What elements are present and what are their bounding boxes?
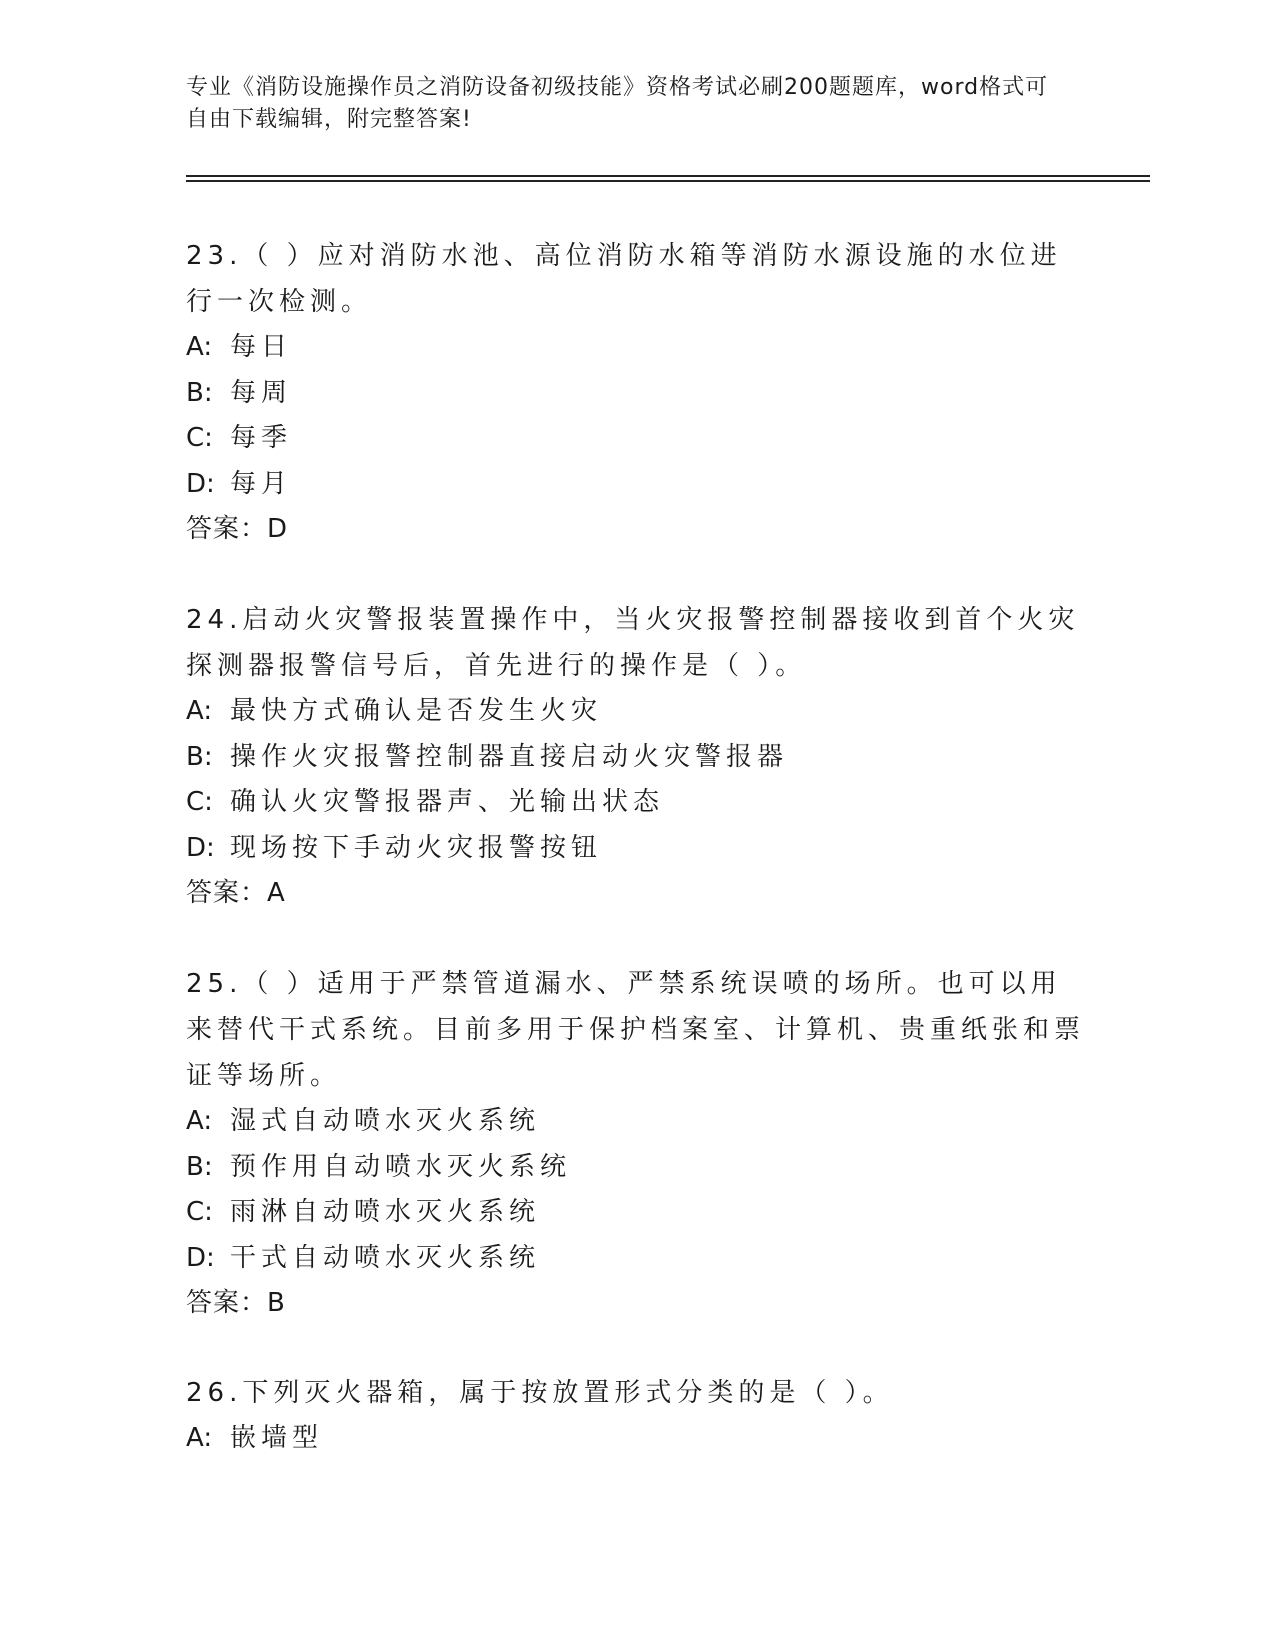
option-text: 嵌墙型 xyxy=(230,1423,324,1453)
option-text: 操作火灾报警控制器直接启动火灾警报器 xyxy=(230,741,789,772)
option-text: 确认火灾警报器声、光输出状态 xyxy=(230,787,665,817)
option-key: B: xyxy=(186,741,213,772)
option-text: 湿式自动喷水灭火系统 xyxy=(230,1106,541,1136)
option-key: D: xyxy=(186,468,215,499)
option-c xyxy=(186,1190,1086,1236)
question-stem: 23.（ ）应对消防水池、高位消防水箱等消防水源设施的水位进行一次检测。 xyxy=(186,241,1062,317)
option-text: 每周 xyxy=(230,377,293,408)
option-key: C: xyxy=(186,1197,213,1227)
option-c xyxy=(186,416,1086,462)
option-key: A: xyxy=(186,332,213,362)
answer-line: 答案：B xyxy=(186,1288,286,1318)
option-key: C: xyxy=(186,787,213,817)
option-key: A: xyxy=(186,1106,213,1136)
question-stem: 26.下列灭火器箱，属于按放置形式分类的是（ ）。 xyxy=(186,1378,894,1408)
option-key: B: xyxy=(186,377,213,408)
option-text: 干式自动喷水灭火系统 xyxy=(230,1242,541,1273)
option-text: 预作用自动喷水灭火系统 xyxy=(230,1151,572,1182)
option-d xyxy=(186,462,1086,508)
question-25 xyxy=(186,961,1086,1327)
document-header xyxy=(186,72,1066,136)
option-text: 最快方式确认是否发生火灾 xyxy=(230,696,603,726)
option-key: B: xyxy=(186,1151,213,1182)
question-24 xyxy=(186,597,1086,917)
question-26 xyxy=(186,1370,1086,1462)
option-b xyxy=(186,1145,1086,1191)
header-divider-bottom xyxy=(186,180,1150,182)
question-stem: 25.（ ）适用于严禁管道漏水、严禁系统误喷的场所。也可以用来替代干式系统。目前多用于保护档案室、计算机、贵重纸张和票证等场所。 xyxy=(186,969,1086,1091)
option-text: 每月 xyxy=(230,468,293,499)
header-divider-top xyxy=(186,175,1150,177)
option-c xyxy=(186,780,1086,826)
option-b xyxy=(186,735,1086,781)
option-text: 现场按下手动火灾报警按钮 xyxy=(230,832,603,863)
option-b xyxy=(186,371,1086,417)
option-text: 每季 xyxy=(230,423,293,453)
option-a xyxy=(186,325,1086,371)
option-a xyxy=(186,689,1086,735)
answer-line: 答案：A xyxy=(186,878,286,908)
option-d xyxy=(186,826,1086,872)
option-d xyxy=(186,1236,1086,1282)
option-a xyxy=(186,1416,1086,1462)
option-text: 雨淋自动喷水灭火系统 xyxy=(230,1197,541,1227)
option-key: D: xyxy=(186,1242,215,1273)
option-key: A: xyxy=(186,1423,213,1453)
option-text: 每日 xyxy=(230,332,293,362)
option-key: C: xyxy=(186,423,213,453)
question-23 xyxy=(186,233,1086,553)
answer-line: 答案：D xyxy=(186,514,289,544)
option-key: D: xyxy=(186,832,215,863)
question-stem: 24.启动火灾警报装置操作中，当火灾报警控制器接收到首个火灾探测器报警信号后，首先进行的操作是（ ）。 xyxy=(186,605,1080,681)
option-a xyxy=(186,1099,1086,1145)
option-key: A: xyxy=(186,696,213,726)
header-text: 专业《消防设施操作员之消防设备初级技能》资格考试必刷200题题库，word格式可自由下载编辑，附完整答案! xyxy=(186,75,1049,132)
